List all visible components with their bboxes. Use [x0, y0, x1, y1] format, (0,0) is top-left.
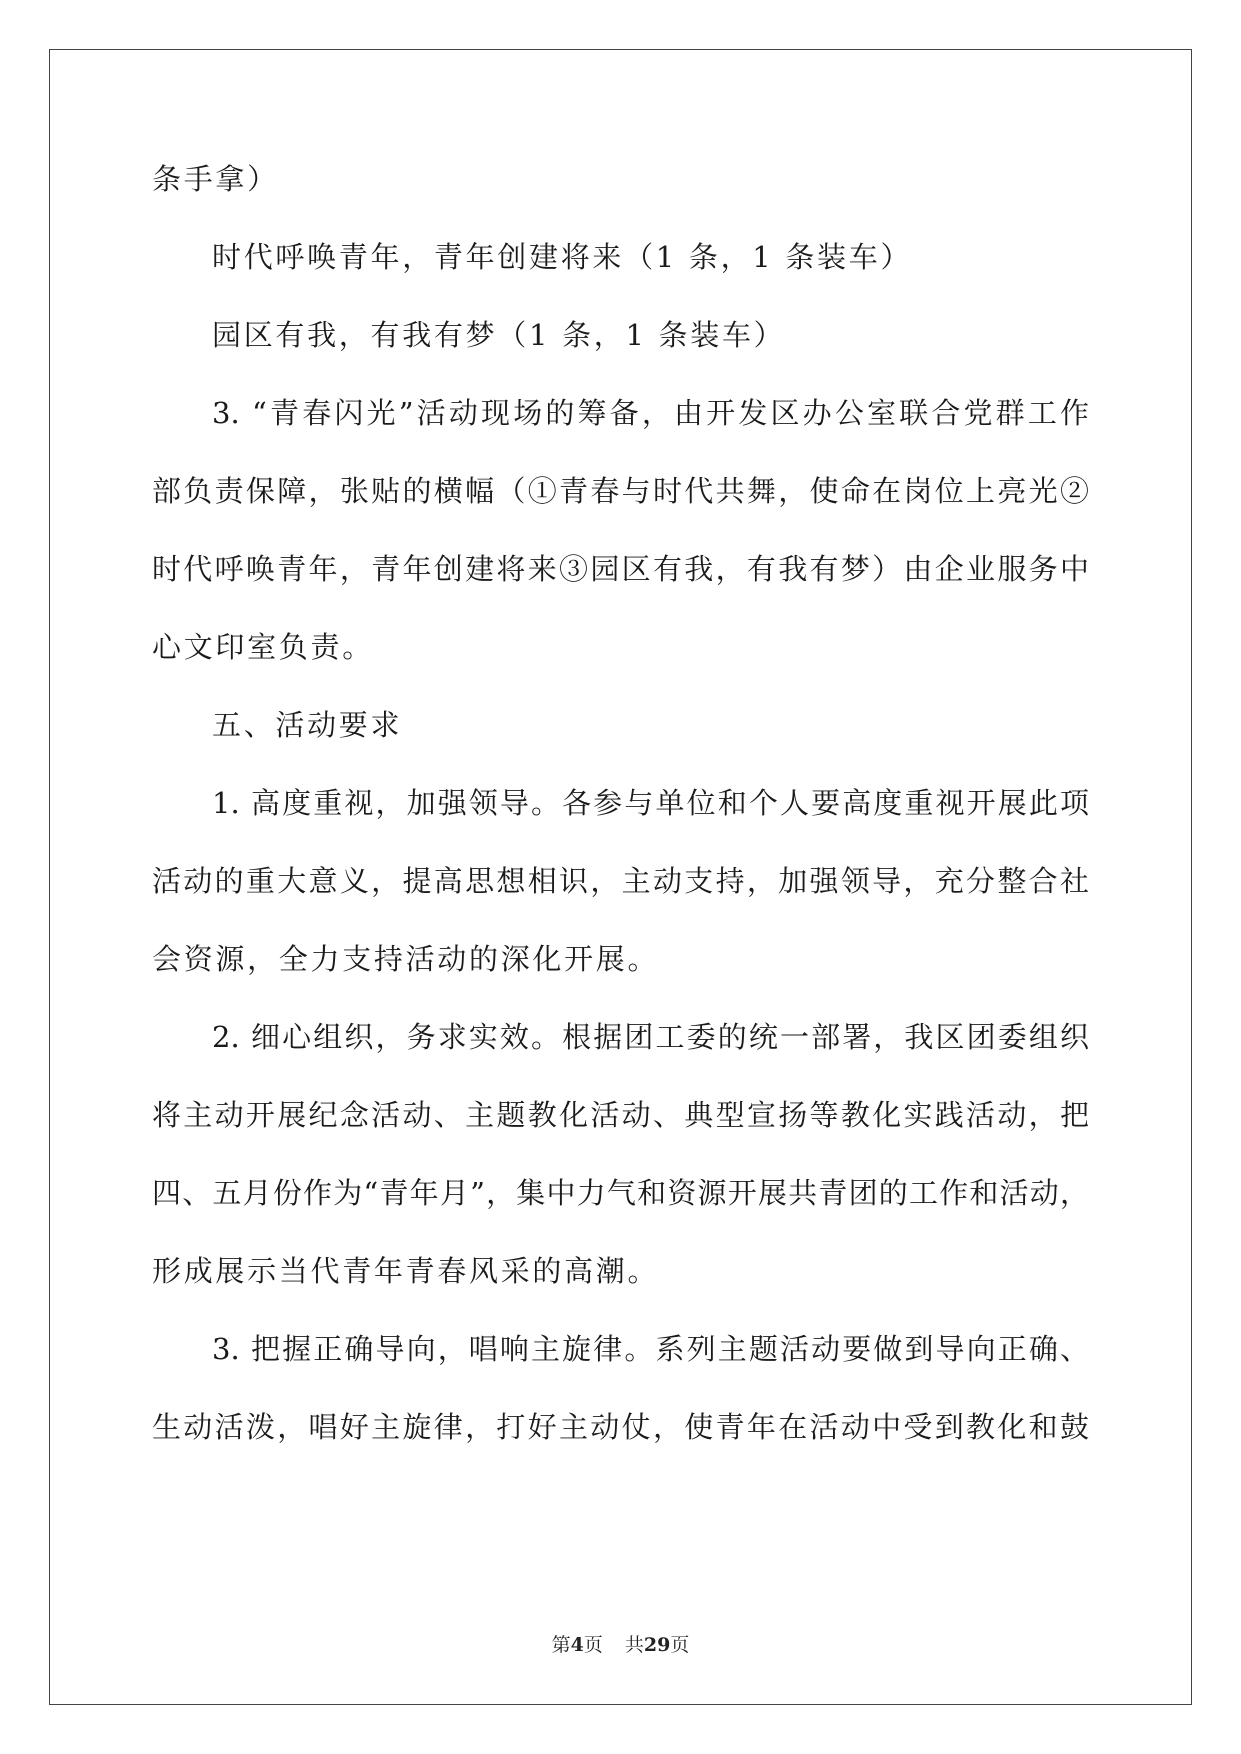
total-pages-number: 29 [643, 1634, 671, 1656]
text-line: 时代呼唤青年，青年创建将来（1 条，1 条装车） [212, 240, 913, 274]
text-line: 3. 把握正确导向，唱响主旋律。系列主题活动要做到导向正确、 [212, 1332, 1089, 1366]
text-line: 时代呼唤青年，青年创建将来③园区有我，有我有梦）由企业服务中 [152, 552, 1089, 586]
text-line: 2. 细心组织，务求实效。根据团工委的统一部署，我区团委组织 [212, 1020, 1089, 1054]
text-line: 四、五月份作为“青年月”，集中力气和资源开展共青团的工作和活动， [152, 1176, 1089, 1210]
footer-total-prefix: 共 [624, 1634, 644, 1656]
footer-page-unit: 页 [583, 1634, 603, 1656]
footer-total-unit: 页 [670, 1634, 690, 1656]
text-line: 形成展示当代青年青春风采的高潮。 [152, 1254, 660, 1288]
footer-prefix: 第 [551, 1634, 571, 1656]
text-line: 将主动开展纪念活动、主题教化活动、典型宣扬等教化实践活动，把 [152, 1098, 1089, 1132]
document-body [152, 160, 1089, 1486]
section-heading: 五、活动要求 [212, 708, 403, 742]
text-line: 心文印室负责。 [152, 630, 374, 664]
text-line: 生动活泼，唱好主旋律，打好主动仗，使青年在活动中受到教化和鼓 [152, 1410, 1089, 1444]
text-line: 部负责保障，张贴的横幅（①青春与时代共舞，使命在岗位上亮光② [152, 474, 1089, 508]
text-line: 活动的重大意义，提高思想相识，主动支持，加强领导，充分整合社 [152, 864, 1089, 898]
text-line: 1. 高度重视，加强领导。各参与单位和个人要高度重视开展此项 [212, 786, 1089, 820]
page-footer [0, 1630, 1241, 1657]
text-line: 园区有我，有我有梦（1 条，1 条装车） [212, 318, 786, 352]
text-line: 3. “青春闪光”活动现场的筹备，由开发区办公室联合党群工作 [212, 396, 1089, 430]
text-line: 会资源，全力支持活动的深化开展。 [152, 942, 660, 976]
text-line: 条手拿） [152, 162, 279, 196]
current-page-number: 4 [570, 1634, 584, 1656]
